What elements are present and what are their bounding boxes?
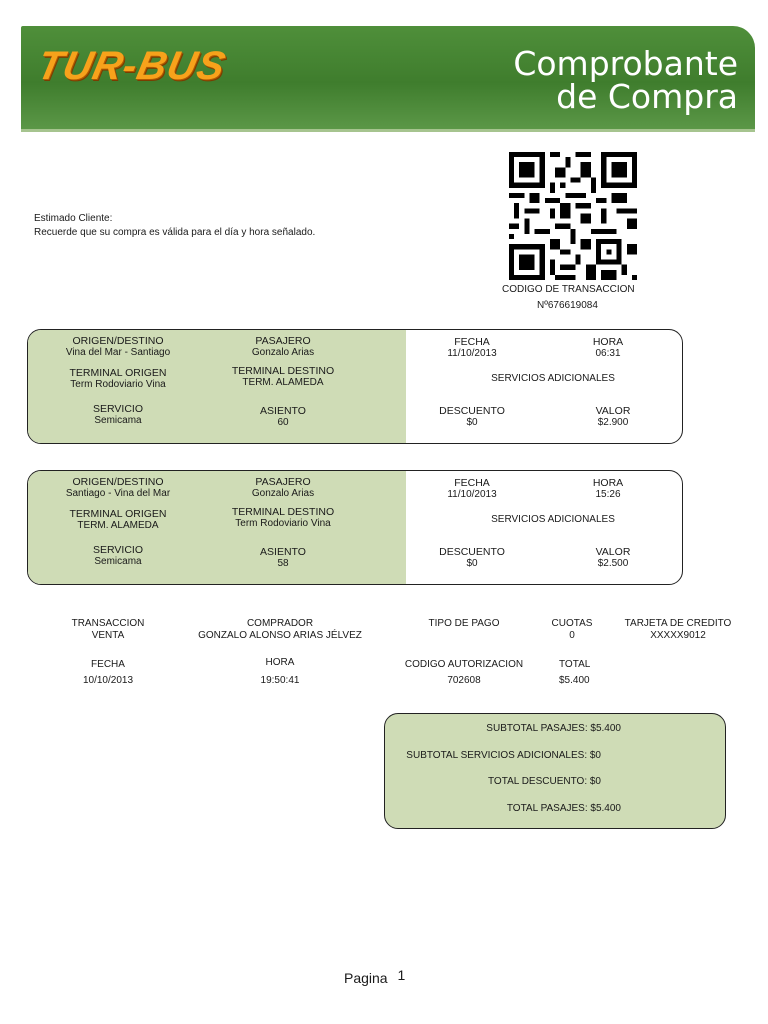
origen-destino: ORIGEN/DESTINO Vina del Mar - Santiago: [65, 335, 171, 358]
cuotas: CUOTAS 0: [551, 618, 593, 641]
descuento: DESCUENTO $0: [439, 405, 505, 428]
comprador: COMPRADOR GONZALO ALONSO ARIAS JÉLVEZ: [198, 618, 362, 641]
intro-note: Recuerde que su compra es válida para el día y hora señalado.: [34, 227, 316, 238]
fecha-compra: FECHA 10/10/2013: [82, 659, 134, 686]
terminal-destino: TERMINAL DESTINO Term Rodoviario Vina: [231, 506, 335, 529]
origen-destino: ORIGEN/DESTINO Santiago - Vina del Mar: [65, 476, 171, 499]
tur-bus-logo: TUR-BUS: [33, 44, 230, 88]
ticket-card-return: [27, 470, 683, 585]
terminal-origen: TERMINAL ORIGEN TERM. ALAMEDA: [69, 508, 167, 531]
ticket-card-outbound: [27, 329, 683, 444]
terminal-destino: TERMINAL DESTINO TERM. ALAMEDA: [231, 365, 335, 388]
hora-viaje: HORA 15:26: [592, 477, 624, 500]
intro-greeting: Estimado Cliente:: [34, 213, 113, 224]
document-title: [513, 44, 738, 116]
servicios-adicionales-label: SERVICIOS ADICIONALES: [491, 514, 615, 525]
valor: VALOR $2.900: [595, 405, 631, 428]
page-number: 1: [397, 967, 406, 983]
hora-viaje: HORA 06:31: [592, 336, 624, 359]
total-compra: TOTAL $5.400: [559, 659, 591, 686]
page-label: Pagina: [344, 970, 388, 986]
qr-code-icon: [509, 152, 637, 280]
pasajero: PASAJERO Gonzalo Arias: [251, 335, 315, 358]
pasajero: PASAJERO Gonzalo Arias: [251, 476, 315, 499]
fecha-viaje: FECHA 11/10/2013: [447, 477, 497, 500]
valor: VALOR $2.500: [595, 546, 631, 569]
document-title-line1: Comprobante: [513, 44, 738, 83]
transaction-code-number: Nº676619084: [537, 300, 598, 311]
asiento: ASIENTO 60: [260, 405, 306, 428]
servicio: SERVICIO Semicama: [93, 403, 143, 426]
transaction-code-label: CODIGO DE TRANSACCION: [502, 284, 635, 295]
codigo-autorizacion: CODIGO AUTORIZACION 702608: [404, 659, 524, 686]
tarjeta-credito: TARJETA DE CREDITO XXXXX9012: [624, 618, 732, 641]
tipo-pago: TIPO DE PAGO: [428, 618, 500, 629]
servicios-adicionales-label: SERVICIOS ADICIONALES: [491, 373, 615, 384]
document-title-line2: de Compra: [556, 77, 738, 116]
descuento: DESCUENTO $0: [439, 546, 505, 569]
hora-compra: HORA 19:50:41: [260, 657, 300, 686]
terminal-origen: TERMINAL ORIGEN Term Rodoviario Vina: [69, 367, 167, 390]
servicio: SERVICIO Semicama: [93, 544, 143, 567]
transaccion: TRANSACCION VENTA: [71, 618, 145, 641]
page-indicator: [344, 967, 406, 986]
fecha-viaje: FECHA 11/10/2013: [447, 336, 497, 359]
intro-message: [34, 212, 315, 240]
totals-box: SUBTOTAL PASAJES: $5.400 SUBTOTAL SERVICIOS ADICIONALES: $0 TOTAL DESCUENTO: $0 TOTAL PASAJES: $5.400: [384, 713, 726, 829]
asiento: ASIENTO 58: [260, 546, 306, 569]
